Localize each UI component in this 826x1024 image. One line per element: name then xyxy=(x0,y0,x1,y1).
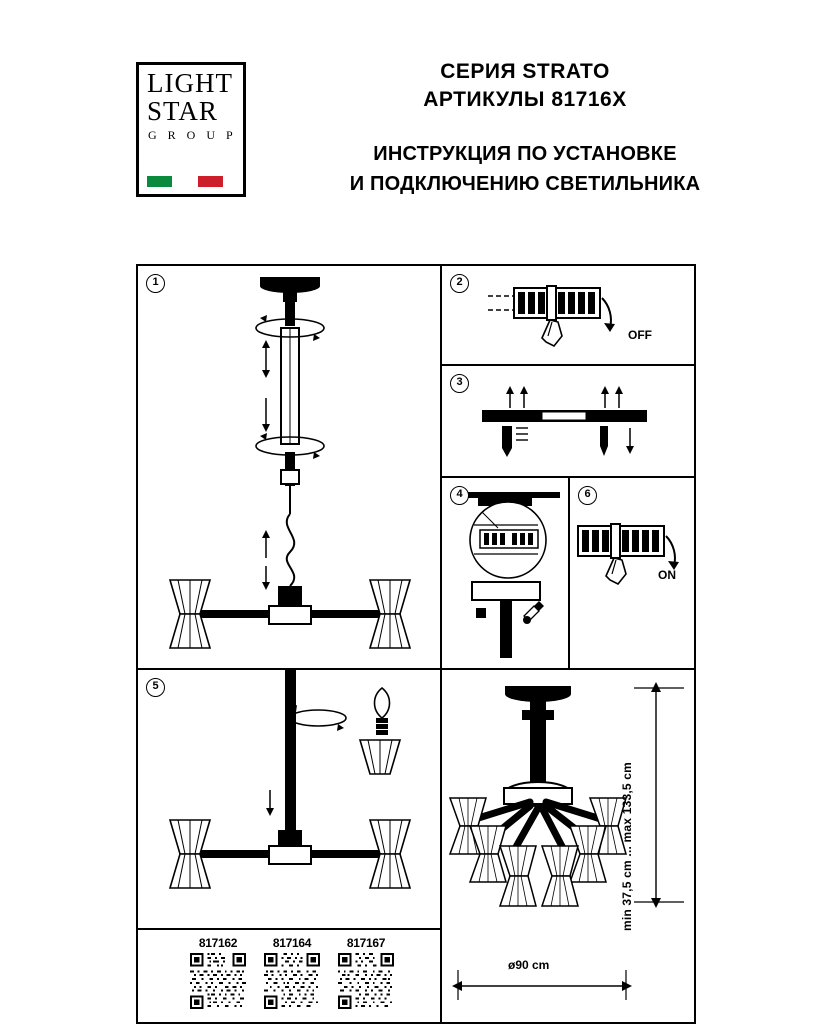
italian-flag-icon xyxy=(147,176,223,187)
instruction-diagram-sheet xyxy=(136,264,696,1024)
qr-code-icon xyxy=(338,953,394,1009)
qr-item xyxy=(338,936,394,1009)
panel-step-1 xyxy=(138,266,442,670)
panel-step-5 xyxy=(138,670,442,930)
step-3-illustration xyxy=(442,366,694,478)
step-badge-6: 6 xyxy=(578,486,597,505)
instruction-line-1: ИНСТРУКЦИЯ ПО УСТАНОВКЕ xyxy=(373,142,677,165)
qr-label: 817164 xyxy=(272,936,312,950)
qr-item xyxy=(264,936,320,1009)
page-header xyxy=(0,0,826,225)
logo-text-star: STAR xyxy=(147,96,218,127)
step-badge-4: 4 xyxy=(450,486,469,505)
step-badge-5: 5 xyxy=(146,678,165,697)
article-title: АРТИКУЛЫ 81716X xyxy=(423,88,627,112)
panel-qr-codes xyxy=(138,930,442,1024)
step-badge-3: 3 xyxy=(450,374,469,393)
logo-text-group: G R O U P xyxy=(148,127,237,142)
step-4-illustration xyxy=(442,478,570,670)
brand-logo xyxy=(136,62,246,197)
qr-code-icon xyxy=(190,953,246,1009)
step-badge-2: 2 xyxy=(450,274,469,293)
panel-step-4 xyxy=(442,478,570,670)
instruction-line-2: И ПОДКЛЮЧЕНИЮ СВЕТИЛЬНИКА xyxy=(349,172,701,195)
panel-step-3 xyxy=(442,366,694,478)
step-2-illustration xyxy=(442,266,694,366)
product-overview-illustration xyxy=(442,670,694,1024)
qr-label: 817167 xyxy=(346,936,386,950)
series-title: СЕРИЯ STRATO xyxy=(440,60,610,83)
qr-label: 817162 xyxy=(198,936,238,950)
panel-step-6 xyxy=(570,478,694,670)
step-1-illustration xyxy=(138,266,442,670)
panel-product-dimensions xyxy=(442,670,694,1024)
qr-item xyxy=(190,936,246,1009)
panel-step-2 xyxy=(442,266,694,366)
step-badge-1: 1 xyxy=(146,274,165,293)
logo-text-light: LIGHT xyxy=(147,68,233,98)
qr-code-icon xyxy=(264,953,320,1009)
dimension-height-label: min 37,5 cm ... max 133,5 cm xyxy=(620,762,634,932)
dimension-diameter-label: ø90 cm xyxy=(508,958,550,972)
label-on: ON xyxy=(658,568,676,582)
step-5-illustration xyxy=(138,670,442,930)
header-titles xyxy=(255,58,795,199)
label-off: OFF xyxy=(628,328,652,342)
